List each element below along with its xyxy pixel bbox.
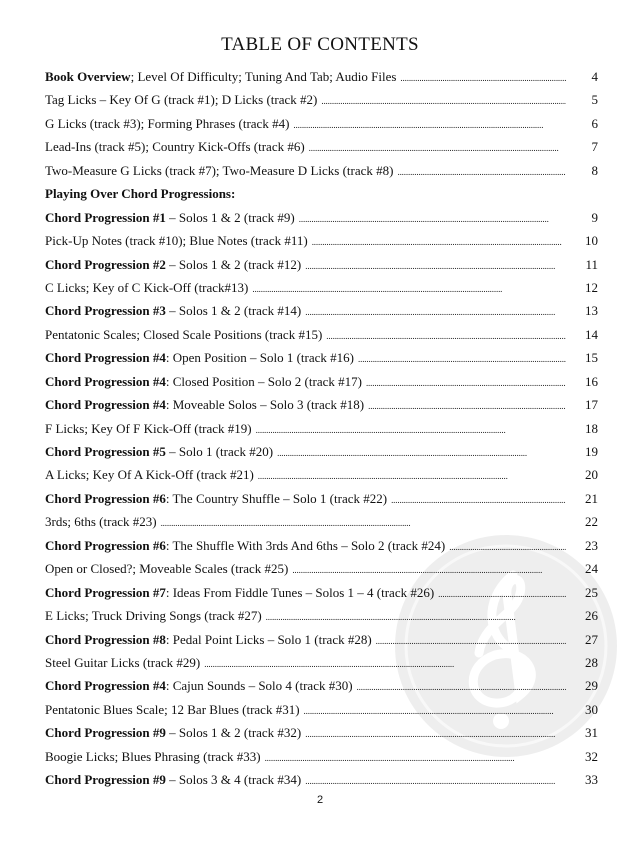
- toc-entry-title: [45, 702, 300, 718]
- toc-entry-title: [45, 233, 308, 249]
- toc-entry-title: [45, 467, 254, 483]
- toc-entry-subtitle: : The Country Shuffle – Solo 1 (track #22): [165, 490, 388, 506]
- toc-entry-title: [45, 749, 261, 765]
- toc-entry: [45, 514, 598, 537]
- toc-entry: [45, 678, 598, 701]
- dot-leader: [321, 92, 566, 108]
- toc-entry-subtitle: Pick-Up Notes (track #10); Blue Notes (track #11): [45, 233, 308, 249]
- toc-entry-title: [45, 327, 322, 343]
- toc-entry: [45, 233, 598, 256]
- toc-entry-subtitle: : Open Position – Solo 1 (track #16): [165, 350, 354, 366]
- toc-page-number: 12: [585, 279, 598, 295]
- dot-leader: [376, 632, 566, 648]
- dot-leader: [438, 585, 566, 601]
- toc-page-number: 30: [585, 701, 598, 717]
- toc-entry: [45, 585, 598, 608]
- toc-entry-subtitle: – Solo 1 (track #20): [165, 444, 274, 459]
- toc-page-number: 24: [585, 561, 598, 577]
- toc-entry: [45, 210, 598, 233]
- toc-page-number: 28: [585, 654, 598, 670]
- toc-entry-bold-title: Chord Progression #5: [45, 444, 166, 459]
- toc-entry-subtitle: : Pedal Point Licks – Solo 1 (track #28): [165, 631, 372, 647]
- dot-leader: [397, 163, 566, 179]
- toc-entry: [45, 655, 598, 678]
- toc-entry: [45, 444, 598, 467]
- toc-page-number: 27: [585, 631, 598, 647]
- toc-entry-subtitle: F Licks; Key Of F Kick-Off (track #19): [45, 420, 252, 436]
- toc-page-number: 21: [585, 490, 598, 506]
- toc-entry-subtitle: : Closed Position – Solo 2 (track #17): [165, 373, 362, 389]
- toc-entry-bold-title: Chord Progression #4: [45, 678, 166, 694]
- toc-entry-title: [45, 491, 387, 507]
- toc-entry: [45, 374, 598, 397]
- toc-entry-title: [45, 397, 364, 413]
- toc-entry-subtitle: Pentatonic Scales; Closed Scale Positions (track #15): [45, 326, 323, 342]
- toc-entry: [45, 608, 598, 631]
- toc-entry-subtitle: G Licks (track #3); Forming Phrases (track #4): [45, 115, 290, 131]
- toc-page-number: 7: [591, 139, 598, 155]
- toc-page-number: 13: [585, 303, 598, 319]
- toc-entry-title: [45, 561, 288, 577]
- toc-entry: [45, 632, 598, 655]
- toc-entry-subtitle: – Solos 3 & 4 (track #34): [165, 772, 302, 788]
- toc-page-number: 17: [585, 397, 598, 413]
- toc-page-number: 33: [585, 772, 598, 788]
- toc-entry-subtitle: Open or Closed?; Moveable Scales (track #25): [45, 561, 289, 577]
- toc-entry: [45, 467, 598, 490]
- dot-leader: [299, 210, 566, 226]
- toc-entry: [45, 116, 598, 139]
- toc-entry-title: [45, 632, 372, 648]
- dot-leader: [449, 538, 566, 554]
- toc-entry-bold-title: Chord Progression #7: [45, 584, 166, 600]
- dot-leader: [305, 772, 566, 788]
- toc-entry: [45, 139, 598, 162]
- dot-leader: [312, 233, 566, 249]
- toc-entry-title: [45, 538, 445, 554]
- toc-entry: [45, 257, 598, 280]
- toc-page-number: 26: [585, 608, 598, 624]
- toc-entry-title: [45, 69, 396, 85]
- toc-page-number: 18: [585, 420, 598, 436]
- toc-entry: [45, 163, 598, 186]
- toc-page-number: 14: [585, 326, 598, 342]
- toc-entry-bold-title: Chord Progression #4: [45, 373, 166, 389]
- dot-leader: [277, 444, 566, 460]
- toc-entry-subtitle: ; Level Of Difficulty; Tuning And Tab; Audio Files: [130, 69, 397, 84]
- toc-entry-title: [45, 655, 200, 671]
- toc-page-number: 20: [585, 467, 598, 483]
- toc-entry: [45, 303, 598, 326]
- dot-leader: [357, 678, 566, 694]
- toc-entry-bold-title: Book Overview: [45, 69, 131, 84]
- toc-entry: [45, 702, 598, 725]
- toc-entry: [45, 561, 598, 584]
- toc-entry-title: [45, 514, 157, 530]
- toc-entry-subtitle: Two-Measure G Licks (track #7); Two-Measure D Licks (track #8): [45, 162, 394, 178]
- toc-entry-bold-title: Chord Progression #1: [45, 209, 166, 225]
- dot-leader: [305, 257, 566, 273]
- toc-entry-title: [45, 303, 301, 319]
- toc-page-number: 31: [585, 725, 598, 741]
- toc-entry-subtitle: – Solos 1 & 2 (track #12): [165, 256, 302, 272]
- toc-entry-bold-title: Chord Progression #9: [45, 772, 166, 788]
- toc-entry-title: [45, 139, 305, 155]
- toc-entry-title: [45, 374, 362, 390]
- toc-entry-title: [45, 772, 301, 788]
- page-number: 2: [316, 794, 324, 806]
- dot-leader: [309, 139, 566, 155]
- toc-entry-subtitle: E Licks; Truck Driving Songs (track #27): [45, 608, 262, 624]
- toc-entry: [45, 350, 598, 373]
- dot-leader: [256, 421, 566, 437]
- toc-page-number: 8: [591, 162, 598, 178]
- dot-leader: [305, 725, 566, 741]
- toc-entry: [45, 69, 598, 92]
- toc-page-number: 9: [591, 209, 598, 225]
- toc-entry: [45, 749, 598, 772]
- dot-leader: [304, 702, 566, 718]
- toc-entry-subtitle: A Licks; Key Of A Kick-Off (track #21): [45, 467, 254, 483]
- toc-entry-bold-title: Chord Progression #3: [45, 303, 166, 319]
- toc-entry-bold-title: Chord Progression #2: [45, 256, 166, 272]
- toc-entry-title: [45, 163, 393, 179]
- toc-entry: [45, 421, 598, 444]
- toc-entry-subtitle: : The Shuffle With 3rds And 6ths – Solo 2 (track #24): [165, 537, 446, 553]
- toc-entry-subtitle: – Solos 1 & 2 (track #14): [165, 303, 302, 319]
- dot-leader: [368, 397, 566, 413]
- toc-entry-subtitle: 3rds; 6ths (track #23): [45, 514, 157, 530]
- toc-entry-subtitle: : Moveable Solos – Solo 3 (track #18): [165, 397, 365, 413]
- toc-entry-subtitle: C Licks; Key of C Kick-Off (track#13): [45, 279, 249, 295]
- page-title: TABLE OF CONTENTS: [221, 34, 419, 55]
- toc-entry-bold-title: Chord Progression #6: [45, 537, 166, 553]
- toc-entry-title: [45, 725, 301, 741]
- toc-page-number: 32: [585, 748, 598, 764]
- toc-page-number: 11: [585, 256, 598, 272]
- toc-entry: [45, 327, 598, 350]
- toc-entry-subtitle: :: [230, 186, 236, 202]
- toc-entry: [45, 772, 598, 795]
- toc-page-number: 29: [585, 678, 598, 694]
- toc-entry-subtitle: : Cajun Sounds – Solo 4 (track #30): [165, 678, 353, 694]
- toc-entry-subtitle: – Solos 1 & 2 (track #9): [165, 209, 295, 225]
- dot-leader: [400, 69, 566, 85]
- toc-entry-title: [45, 257, 301, 273]
- toc-page-number: 10: [585, 233, 598, 249]
- toc-page-number: 23: [585, 537, 598, 553]
- toc-entry-title: [45, 678, 353, 694]
- dot-leader: [366, 374, 566, 390]
- dot-leader: [292, 561, 566, 577]
- toc-entry-title: [45, 444, 273, 460]
- toc-page-number: 15: [585, 350, 598, 366]
- toc-entry-title: [45, 92, 317, 108]
- toc-page-number: 25: [585, 584, 598, 600]
- dot-leader: [358, 350, 566, 366]
- toc-entry-title: [45, 421, 252, 437]
- toc-entry-title: [45, 585, 434, 601]
- toc-entry-subtitle: Steel Guitar Licks (track #29): [45, 654, 201, 670]
- toc-entry-bold-title: Chord Progression #6: [45, 490, 166, 506]
- dot-leader: [161, 514, 566, 530]
- dot-leader: [258, 467, 566, 483]
- toc-entry-subtitle: Tag Licks – Key Of G (track #1); D Licks (track #2): [45, 92, 318, 108]
- toc-page-number: 5: [591, 92, 598, 108]
- toc-entry-title: [45, 210, 295, 226]
- toc-entry-bold-title: Chord Progression #4: [45, 350, 166, 366]
- toc-entry-bold-title: Chord Progression #4: [45, 397, 166, 413]
- toc-entry-subtitle: Pentatonic Blues Scale; 12 Bar Blues (track #31): [45, 701, 300, 717]
- toc-page-number: 6: [591, 115, 598, 131]
- toc-entry-title: [45, 116, 289, 132]
- toc-entry-title: [45, 186, 235, 202]
- toc-entry-subtitle: : Ideas From Fiddle Tunes – Solos 1 – 4 (track #26): [165, 584, 435, 600]
- dot-leader: [391, 491, 566, 507]
- toc-entry: [45, 725, 598, 748]
- dot-leader: [266, 608, 566, 624]
- toc-entry: [45, 491, 598, 514]
- toc-page-number: 22: [585, 514, 598, 530]
- dot-leader: [252, 280, 566, 296]
- toc-entry-subtitle: Boogie Licks; Blues Phrasing (track #33): [45, 748, 261, 764]
- dot-leader: [305, 303, 566, 319]
- toc-page-number: 19: [585, 444, 598, 459]
- toc-entry: [45, 538, 598, 561]
- toc-entry: [45, 397, 598, 420]
- toc-page-number: 16: [585, 373, 598, 389]
- toc-entry-subtitle: – Solos 1 & 2 (track #32): [165, 725, 302, 741]
- toc-entry-title: [45, 350, 354, 366]
- toc-entry-bold-title: Chord Progression #9: [45, 725, 166, 741]
- dot-leader: [204, 655, 566, 671]
- toc-entry: [45, 92, 598, 115]
- toc-entry-bold-title: Playing Over Chord Progressions: [45, 186, 231, 202]
- toc-entry-title: [45, 280, 248, 296]
- toc-entry-title: [45, 608, 262, 624]
- dot-leader: [293, 116, 566, 132]
- table-of-contents: [45, 69, 598, 796]
- toc-entry-bold-title: Chord Progression #8: [45, 631, 166, 647]
- dot-leader: [265, 749, 566, 765]
- toc-entry: [45, 280, 598, 303]
- toc-page-number: 4: [591, 69, 598, 84]
- dot-leader: [326, 327, 566, 343]
- toc-entry-subtitle: Lead-Ins (track #5); Country Kick-Offs (track #6): [45, 139, 305, 155]
- toc-section-heading: [45, 186, 598, 209]
